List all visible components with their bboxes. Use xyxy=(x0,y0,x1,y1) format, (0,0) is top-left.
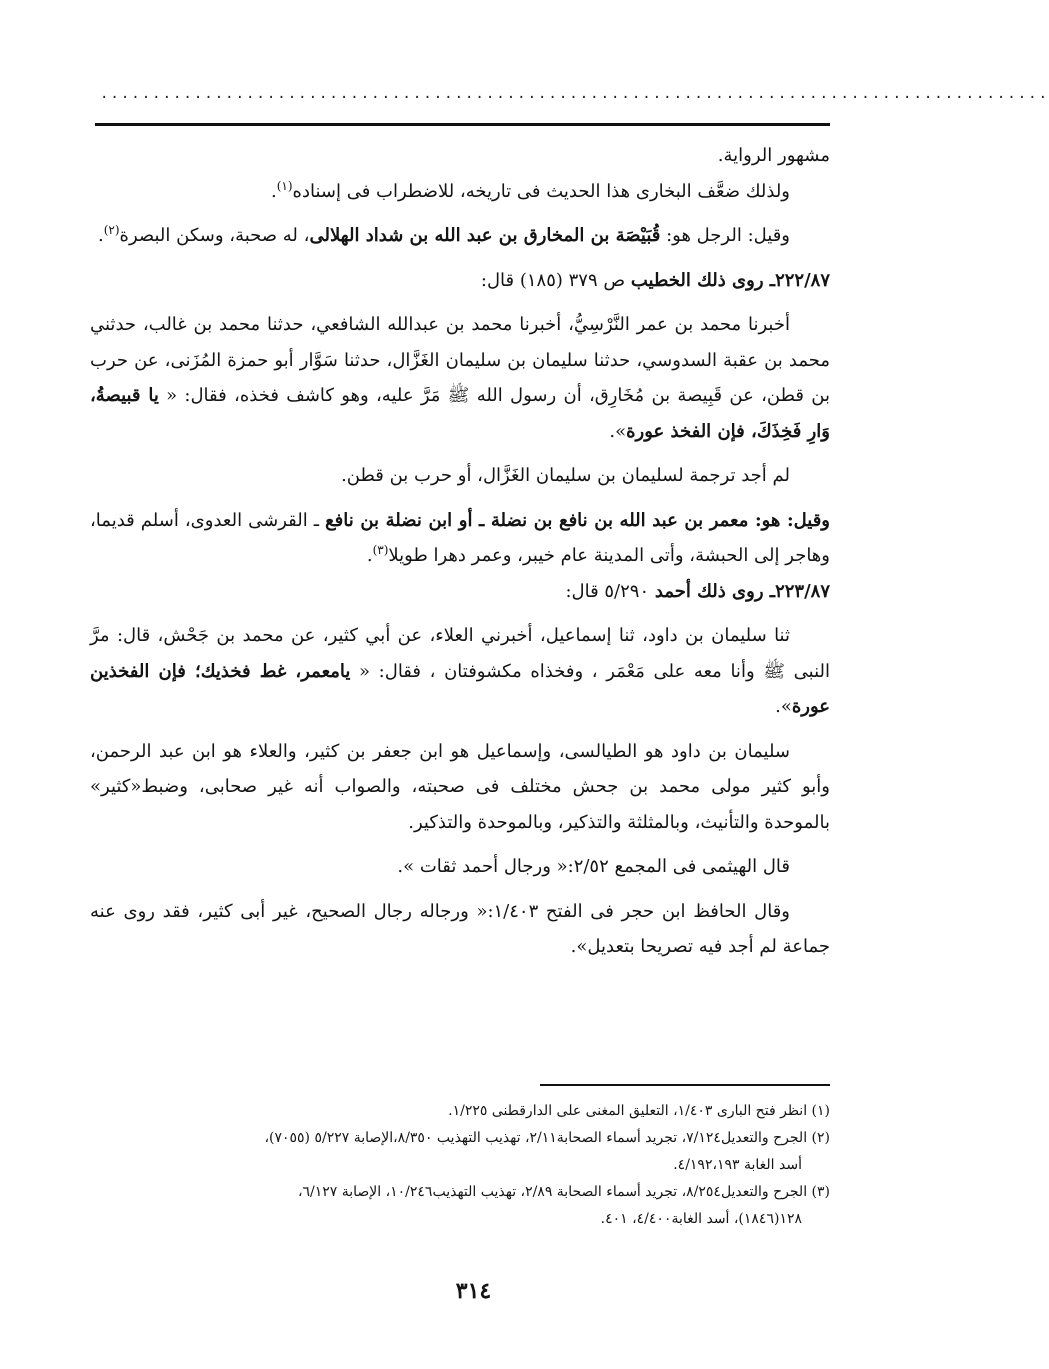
paragraph-mamar: وقيل: هو: معمر بن عبد الله بن نافع بن نضلة ـ أو ابن نضلة بن نافع ـ القرشى العدوى، أسلم قديما، وهاجر إلى الحبشة، وأتى المدينة عام خيبر، وعمر دهرا طويلا$^{(٣)}$. xyxy=(90,509,830,566)
heading-222: ٢٢٢/٨٧ـ روى ذلك الخطيب ص ٣٧٩ (١٨٥) قال: xyxy=(480,269,830,291)
footnotes xyxy=(90,1098,830,1233)
footnote-3-continued: ١٢٨(١٨٤٦)، أسد الغابة٤/٤٠٠، ٤٠١. xyxy=(600,1211,802,1227)
footnote-2-continued: أسد الغابة ٤/١٩٢،١٩٣. xyxy=(673,1157,802,1173)
note-no-translation: لم أجد ترجمة لسليمان بن سليمان الغَزَّال، أو حرب بن قطن. xyxy=(341,465,790,486)
header-rule xyxy=(95,123,830,126)
paragraph-haythami: قال الهيثمى فى المجمع ٢/٥٢:« ورجال أحمد ثقات ». xyxy=(397,856,790,877)
footnote-ref-2: (٢) xyxy=(103,223,120,237)
line-bukhari: ولذلك ضعَّف البخارى هذا الحديث فى تاريخه، للاضطراب فى إسناده$^{(١)}$. xyxy=(270,178,790,202)
paragraph-sulayman: سليمان بن داود هو الطيالسى، وإسماعيل هو ابن جعفر بن كثير، والعلاء هو ابن عبد الرحمن، وأبو كثير مولى محمد بن جحش مختلف فى صحبته، والصواب أنه غير صحابى، وضبط«كثير» بالموحدة والتأنيث، وبالمثلثة والتذكير، وبالموحدة والتذكير. xyxy=(90,740,830,833)
hadith-222: أخبرنا محمد بن عمر النَّرْسِيُّ، أخبرنا محمد بن عبدالله الشافعي، حدثنا محمد بن غالب، حدثني محمد بن عقبة السدوسي، حدثنا سليمان بن سليمان الغَزَّال، حدثنا سَوَّار أبو حمزة المُزَنى، عن حرب بن قطن، عن قَبِيصة بن مُخَارِق، أن رسول الله ﷺ مَرَّ عليه، وهو كاشف فخذه، فقال: « يا قبيصةُ، وَارِ فَخِذَكَ، فإن الفخذ عورة». xyxy=(90,314,830,442)
heading-223: ٢٢٣/٨٧ـ روى ذلك أحمد ٥/٢٩٠ قال: xyxy=(565,580,830,602)
page-number: ٣١٤ xyxy=(455,1278,492,1304)
hadith-223: ثنا سليمان بن داود، ثنا إسماعيل، أخبرني العلاء، عن أبي كثير، عن محمد بن جَحْش، قال: مرَّ النبى ﷺ وأنا معه على مَعْمَر ، وفخذاه مكشوفتان ، فقال: « يامعمر، غط فخذيك؛ فإن الفخذين عورة». xyxy=(90,625,830,717)
footnote-1: (١) انظر فتح البارى ١/٤٠٣، التعليق المغنى على الدارقطنى ١/٢٢٥. xyxy=(448,1103,830,1119)
footnote-ref-1: (١) xyxy=(276,178,293,193)
footnote-ref-3: (٣) xyxy=(372,543,389,557)
footnote-2: (٢) الجرح والتعديل٧/١٢٤، تجريد أسماء الصحابة٢/١١، تهذيب التهذيب ٨/٣٥٠،الإصابة ٥/٢٢٧ (٧٠٥٥)، xyxy=(264,1130,830,1146)
paragraph-ibn-hajar: وقال الحافظ ابن حجر فى الفتح ١/٤٠٣:« ورجاله رجال الصحيح، غير أبى كثير، فقد روى عنه جماعة لم أجد فيه تصريحا بتعديل». xyxy=(90,900,830,957)
line-mashhur: مشهور الرواية. xyxy=(717,145,830,166)
main-text xyxy=(90,138,830,965)
header-dotted-line: ........................................................................................... xyxy=(100,86,1049,102)
paragraph-qabisa: وقيل: الرجل هو: قُبَيْصَة بن المخارق بن عبد الله بن شداد الهلالى، له صحبة، وسكن البصرة$^{(٢)}$. xyxy=(97,223,790,246)
footnote-rule xyxy=(540,1084,830,1086)
footnote-3: (٣) الجرح والتعديل٨/٢٥٤، تجريد أسماء الصحابة ٢/٨٩، تهذيب التهذيب١٠/٢٤٦، الإصابة ٦/١٢٧، xyxy=(297,1184,830,1200)
